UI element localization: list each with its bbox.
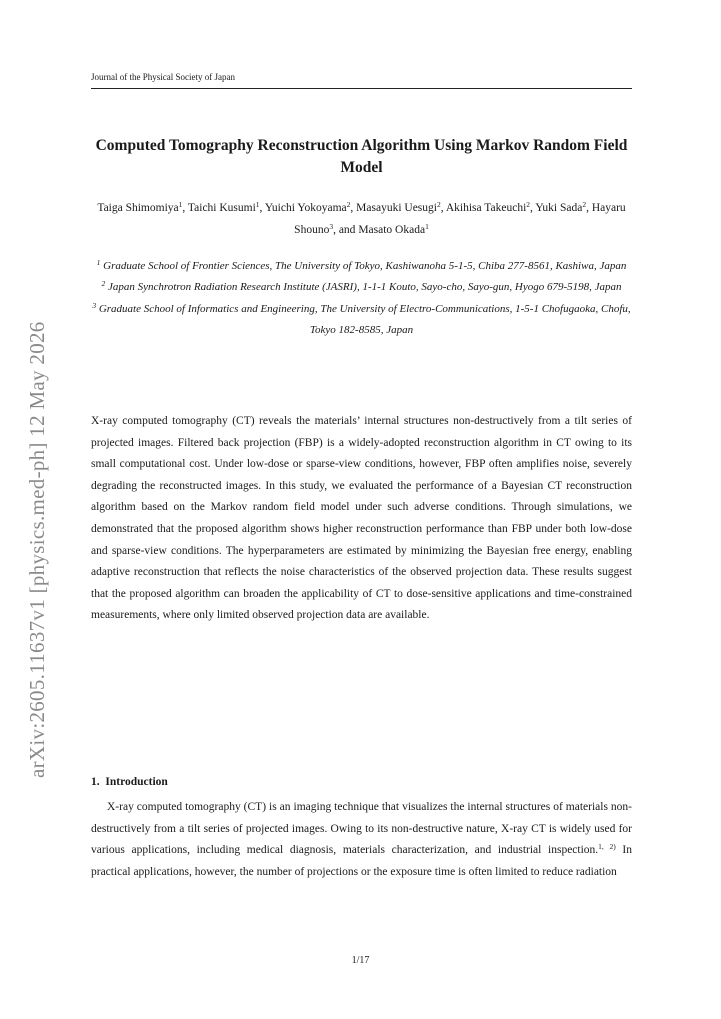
abstract-text: X-ray computed tomography (CT) reveals the materials’ internal structures non-destructively from a tilt series of projected images. Filtered back projection (FBP) is a widely-adopted reconstruction algorithm in CT owing to its small computational cost. Under low-dose or sparse-view conditions, however, FBP often amplifies noise, severely degrading the reconstructed images. In this study, we evaluated the performance of a Bayesian CT reconstruction algorithm based on the Markov random field model under such adverse conditions. Through simulations, we demonstrated that the proposed algorithm shows higher reconstruction performance than FBP under both low-dose and sparse-view conditions. The hyperparameters are estimated by minimizing the Bayesian free energy, enabling adaptive reconstruction that reflects the noise characteristics of the observed projection data. These results suggest that the proposed algorithm can broaden the applicability of CT to dose-sensitive applications and time-constrained measurements, where only limited observed projection data are available. (91, 415, 632, 622)
author: Taichi Kusumi$^1$ (187, 200, 260, 214)
affiliation-list (91, 256, 632, 341)
affiliation: $^3$ Graduate School of Informatics and Engineering, The University of Electro-Communications, 1-5-1 Chofugaoka, Chofu, Tokyo 182-8585, Japan (92, 300, 631, 336)
introduction-body (91, 797, 632, 883)
section-heading-introduction: 1. Introduction (91, 776, 168, 788)
affiliation: $^2$ Japan Synchrotron Radiation Research Institute (JASRI), 1-1-1 Kouto, Sayo-cho, Sayo-gun, Hyogo 679-5198, Japan (101, 279, 622, 294)
author-list: Taiga Shimomiya$^1$, Taichi Kusumi$^1$, Yuichi Yokoyama$^2$, Masayuki Uesugi$^2$, Akihisa Takeuchi$^2$, Yuki Sada$^2$, Hayaru Shouno$^3$, and Masato Okada$^1$ (97, 200, 626, 236)
abstract (91, 411, 632, 627)
author: Yuki Sada$^2$ (535, 200, 587, 214)
author: Akihisa Takeuchi$^2$ (445, 200, 531, 214)
author: Masato Okada$^1$ (358, 222, 429, 236)
page-number: 1/17 (351, 955, 370, 966)
author: Masayuki Uesugi$^2$ (356, 200, 441, 214)
paper-title: Computed Tomography Reconstruction Algorithm Using Markov Random Field Model (95, 137, 628, 176)
affiliation: $^1$ Graduate School of Frontier Sciences, The University of Tokyo, Kashiwanoha 5-1-5, Chiba 277-8561, Kashiwa, Japan (96, 258, 627, 272)
arxiv-sidebar-stamp: arXiv:2605.11637v1 [physics.med-ph] 12 May 2026 (25, 321, 49, 778)
author: Taiga Shimomiya$^1$ (97, 200, 183, 214)
author: Yuichi Yokoyama$^2$ (264, 200, 351, 214)
citation: 1, 2) (598, 842, 616, 852)
journal-header: Journal of the Physical Society of Japan (91, 71, 632, 89)
introduction-paragraph: X-ray computed tomography (CT) is an imaging technique that visualizes the internal structures of materials non-destructively from a tilt series of projected images. Owing to its non-destructive nature, X-ray CT is widely used for various applications, including medical diagnosis, materials characterization, and industrial inspection.$^{1, 2)}$ In practical applications, however, the number of projections or the exposure time is often limited to reduce radiation (91, 801, 632, 878)
author: Hayaru Shouno$^3$ (294, 202, 626, 236)
